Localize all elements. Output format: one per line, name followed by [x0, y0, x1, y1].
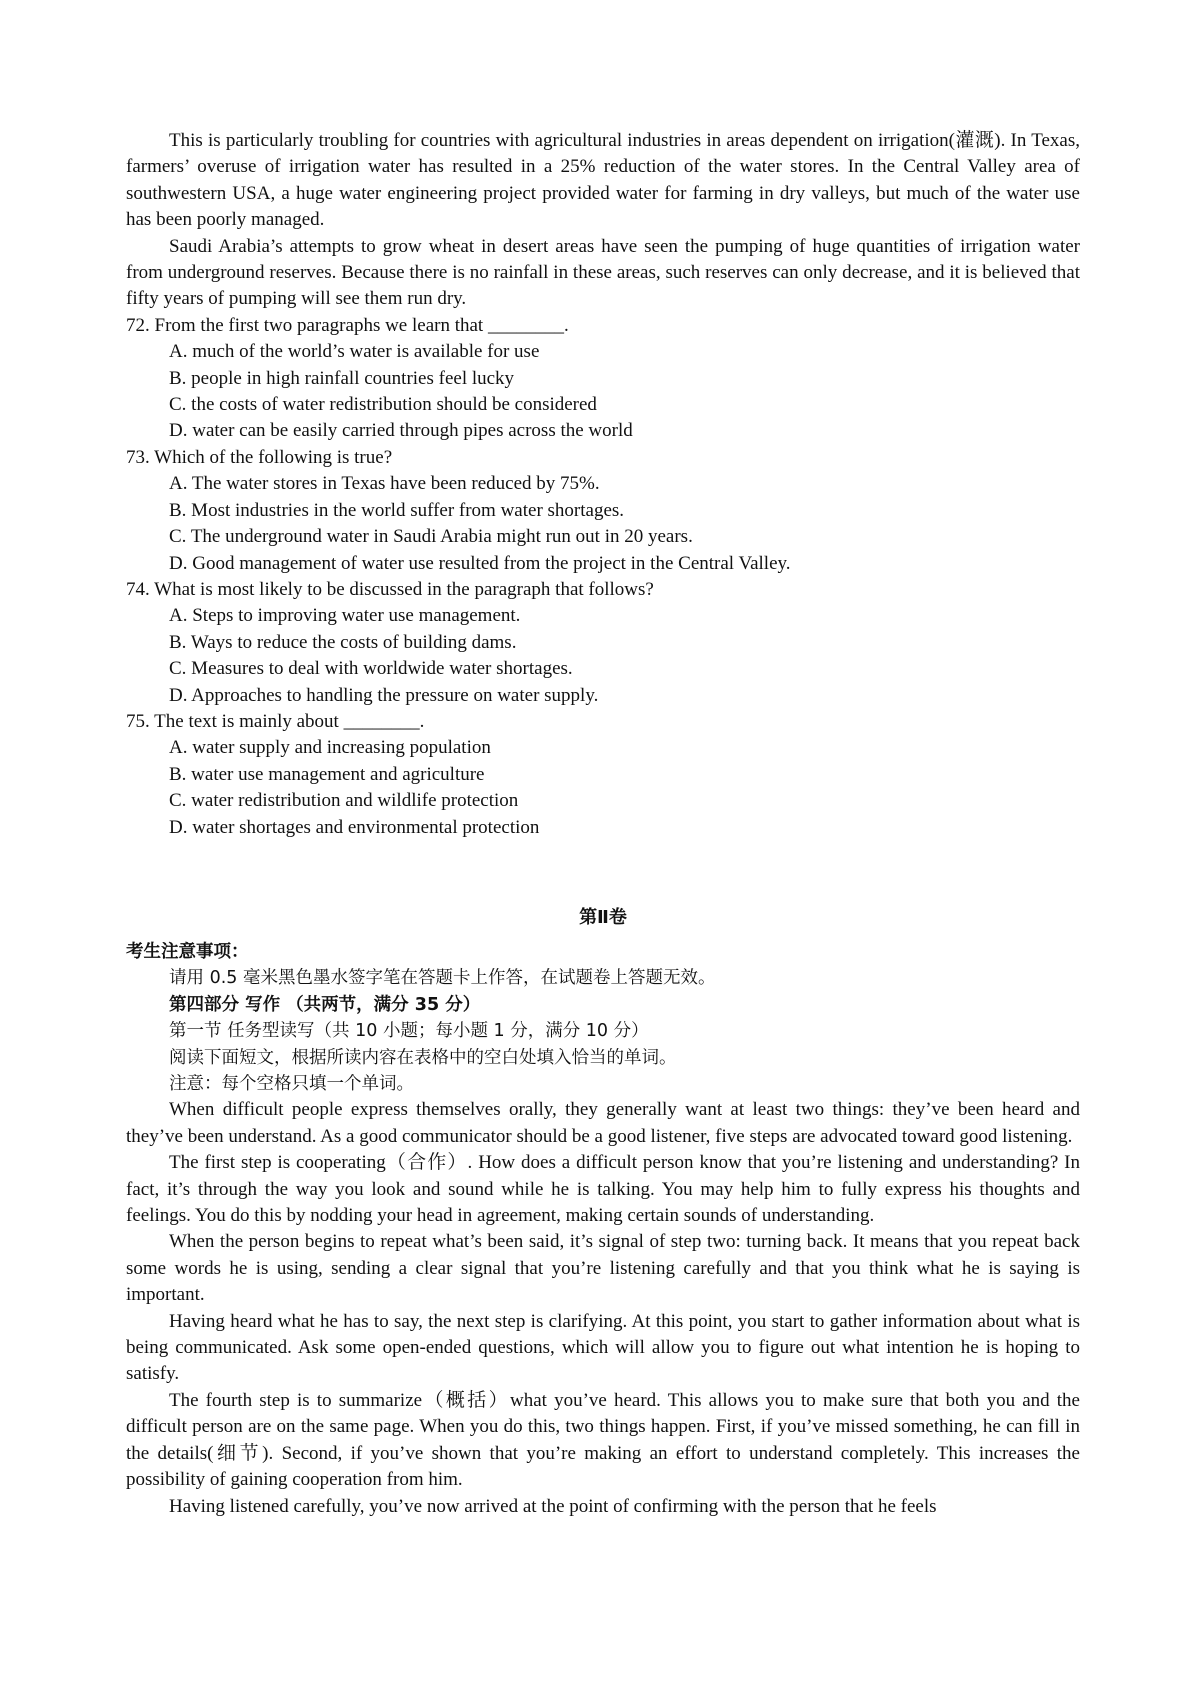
- question-option: B. Ways to reduce the costs of building dams.: [169, 631, 517, 653]
- section-title: 第Ⅱ卷: [579, 906, 627, 928]
- section-heading: 第一节 任务型读写（共 10 小题；每小题 1 分，满分 10 分）: [169, 1021, 649, 1042]
- passage-2-paragraph: When the person begins to repeat what’s been said, it’s signal of step two: turning back. It means that you repeat back some words he is using, sending a clear signal that you’re listening carefully and that you think what he is saying is important.: [126, 1231, 1080, 1306]
- question-stem: 72. From the first two paragraphs we learn that ________.: [126, 314, 569, 336]
- question-option: D. water shortages and environmental protection: [169, 816, 540, 838]
- question-option: C. the costs of water redistribution should be considered: [169, 394, 597, 416]
- question-option: D. Good management of water use resulted from the project in the Central Valley.: [169, 552, 791, 574]
- instruction-text: 阅读下面短文，根据所读内容在表格中的空白处填入恰当的单词。: [169, 1047, 677, 1068]
- question-option: B. water use management and agriculture: [169, 763, 485, 785]
- passage-2-paragraph: Having heard what he has to say, the next step is clarifying. At this point, you start to gather information about what is being communicated. Ask some open-ended questions, which will allow you to figure out what intention he is hoping to satisfy.: [126, 1310, 1080, 1385]
- passage-1-paragraph: This is particularly troubling for countries with agricultural industries in areas dependent on irrigation(灌溉). In Texas, farmers’ overuse of irrigation water has resulted in a 25% reduction of the water stores. In the Central Valley area of southwestern USA, a huge water engineering project provided water for farming in dry valleys, but much of the water use has been poorly managed.: [126, 130, 1080, 231]
- passage-1-paragraph: Saudi Arabia’s attempts to grow wheat in desert areas have seen the pumping of huge quantities of irrigation water from underground reserves. Because there is no rainfall in these areas, such reserves can only decrease, and it is believed that fifty years of pumping will see them run dry.: [126, 235, 1080, 310]
- question-72: [126, 313, 1080, 445]
- question-stem: 74. What is most likely to be discussed in the paragraph that follows?: [126, 578, 654, 600]
- question-73: [126, 445, 1080, 577]
- question-option: A. much of the world’s water is available for use: [169, 341, 540, 363]
- question-stem: 75. The text is mainly about ________.: [126, 710, 425, 732]
- question-option: A. Steps to improving water use management.: [169, 605, 521, 627]
- question-option: A. The water stores in Texas have been reduced by 75%.: [169, 473, 600, 495]
- passage-2: [126, 1097, 1080, 1520]
- question-75: [126, 709, 1080, 841]
- question-option: A. water supply and increasing population: [169, 737, 491, 759]
- notice-heading: 考生注意事项：: [126, 941, 249, 962]
- passage-2-paragraph: When difficult people express themselves orally, they generally want at least two things: they’ve been heard and they’ve been understand. As a good communicator should be a good listener, five steps are advocated toward good listening.: [126, 1099, 1080, 1147]
- question-74: [126, 577, 1080, 709]
- question-option: D. water can be easily carried through pipes across the world: [169, 420, 633, 442]
- question-option: C. water redistribution and wildlife protection: [169, 790, 519, 812]
- note-text: 注意：每个空格只填一个单词。: [169, 1074, 414, 1094]
- question-option: C. Measures to deal with worldwide water shortages.: [169, 658, 573, 680]
- part-heading: 第四部分 写作 （共两节，满分 35 分）: [169, 994, 481, 1015]
- question-option: C. The underground water in Saudi Arabia might run out in 20 years.: [169, 526, 693, 548]
- passage-2-paragraph: The first step is cooperating（合作）. How does a difficult person know that you’re listening and understanding? In fact, it’s through the way you look and sound while he is talking. You may help him to fully express his thoughts and feelings. You do this by nodding your head in agreement, making certain sounds of understanding.: [126, 1152, 1080, 1227]
- passage-1: [126, 128, 1080, 313]
- notice-text: 请用 0.5 毫米黑色墨水签字笔在答题卡上作答，在试题卷上答题无效。: [169, 968, 716, 989]
- question-option: B. people in high rainfall countries feel lucky: [169, 367, 515, 389]
- question-option: B. Most industries in the world suffer from water shortages.: [169, 499, 625, 521]
- question-option: D. Approaches to handling the pressure on water supply.: [169, 684, 599, 706]
- passage-2-paragraph: The fourth step is to summarize（概括）what you’ve heard. This allows you to make sure that both you and the difficult person are on the same page. When you do this, two things happen. First, if you’ve missed something, he can fill in the details(细节). Second, if you’ve shown that you’re making an effort to understand completely. This increases the possibility of gaining cooperation from him.: [126, 1389, 1080, 1491]
- question-stem: 73. Which of the following is true?: [126, 446, 393, 468]
- passage-2-paragraph: Having listened carefully, you’ve now arrived at the point of confirming with the person that he feels: [169, 1495, 937, 1517]
- exam-page: [126, 128, 1080, 1520]
